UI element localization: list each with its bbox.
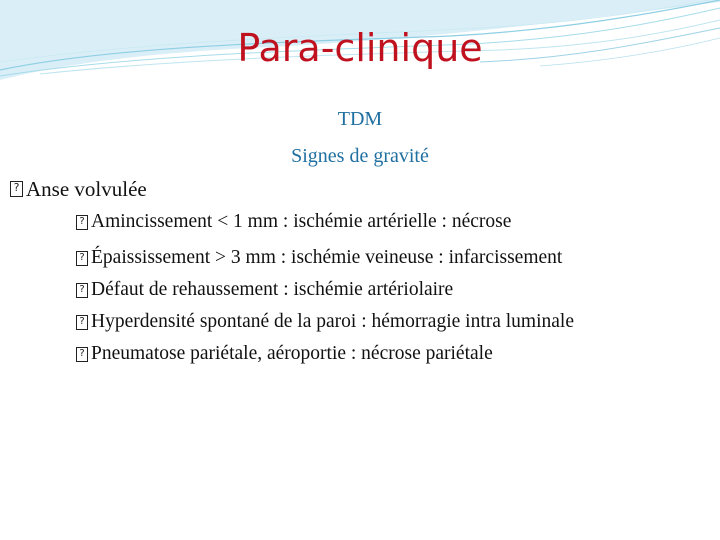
- subtitle-signes-de-gravite: Signes de gravité: [291, 145, 429, 167]
- sub-bullet-pneumatose: [76, 342, 493, 366]
- bullet-anse-volvulee: [10, 176, 147, 202]
- sub-bullet-text: Défaut de rehaussement : ischémie artériolaire: [91, 279, 454, 300]
- bullet-missing-glyph-icon: [76, 315, 88, 330]
- sub-bullet-amincissement: [76, 210, 511, 234]
- bullet-missing-glyph-icon: [10, 181, 23, 197]
- bullet-missing-glyph-icon: [76, 215, 88, 230]
- sub-bullet-text: Pneumatose pariétale, aéroportie : nécrose pariétale: [91, 343, 493, 364]
- sub-bullet-text: Épaississement > 3 mm : ischémie veineuse : infarcissement: [91, 247, 563, 268]
- bullet-text: Anse volvulée: [26, 177, 147, 201]
- sub-bullet-hyperdensite: [76, 310, 574, 334]
- bullet-missing-glyph-icon: [76, 251, 88, 266]
- sub-bullet-defaut-rehaussement: [76, 278, 453, 302]
- slide-title: Para-clinique: [237, 26, 483, 70]
- sub-bullet-text: Hyperdensité spontané de la paroi : hémorragie intra luminale: [91, 311, 574, 332]
- sub-bullet-text: Amincissement < 1 mm : ischémie artérielle : nécrose: [91, 211, 512, 232]
- sub-bullet-epaississement: [76, 246, 562, 270]
- bullet-missing-glyph-icon: [76, 347, 88, 362]
- subtitle-tdm: TDM: [337, 108, 383, 130]
- bullet-missing-glyph-icon: [76, 283, 88, 298]
